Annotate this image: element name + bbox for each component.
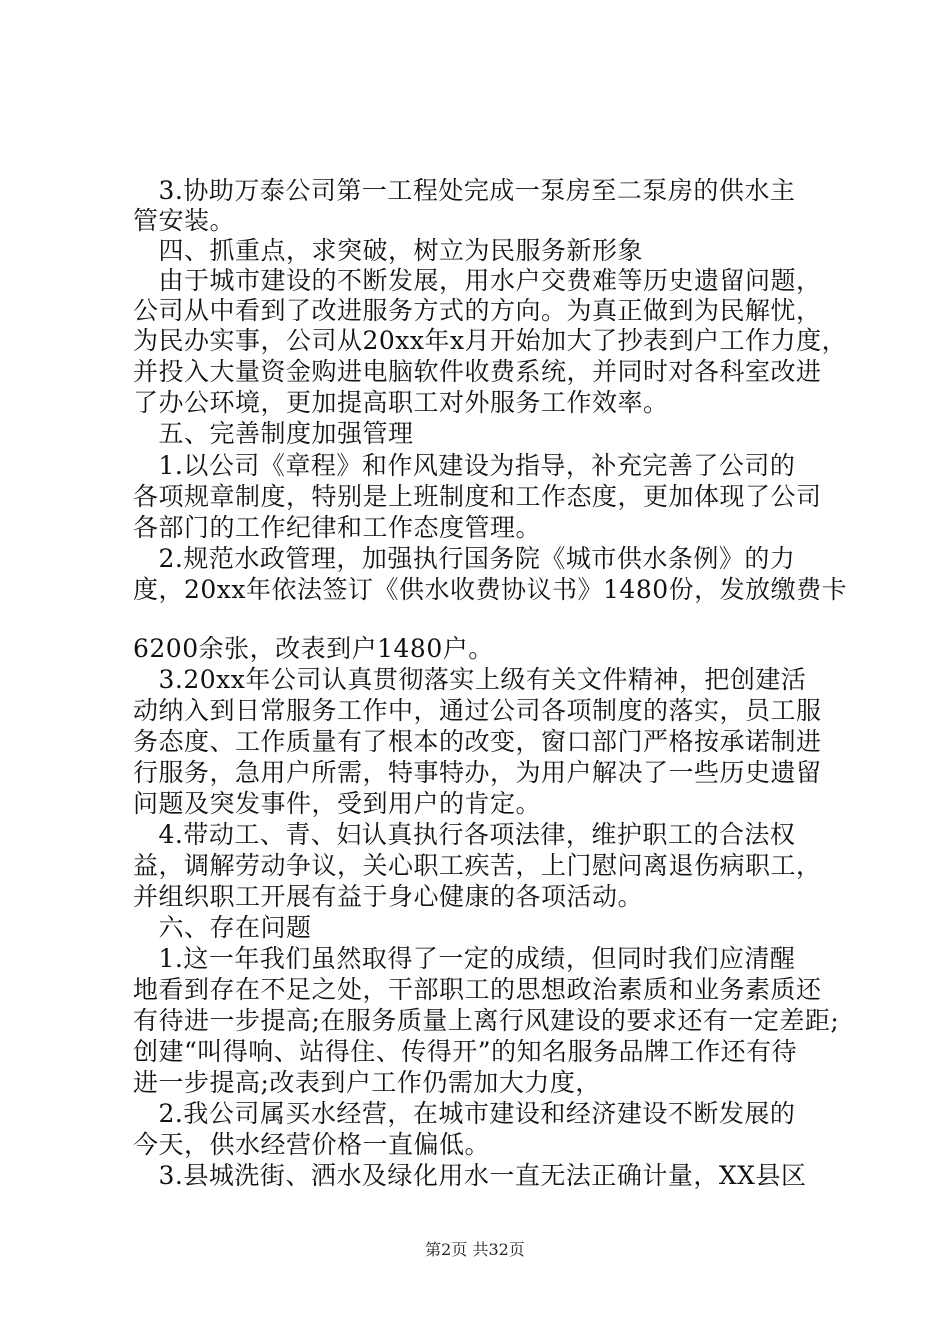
- text-line: 由于城市建设的不断发展，用水户交费难等历史遗留问题，: [133, 266, 822, 295]
- text-line: 3.协助万泰公司第一工程处完成一泵房至二泵房的供水主: [133, 176, 796, 205]
- text-line: 今天，供水经营价格一直偏低。: [133, 1130, 491, 1159]
- text-line: 6200余张，改表到户1480户。: [133, 634, 494, 663]
- text-line: 进一步提高;改表到户工作仍需加大力度，: [133, 1068, 601, 1097]
- text-line: 公司从中看到了改进服务方式的方向。为真正做到为民解忧，: [133, 296, 822, 325]
- text-line: 1.以公司《章程》和作风建设为指导，补充完善了公司的: [133, 451, 796, 480]
- text-line: 各项规章制度，特别是上班制度和工作态度，更加体现了公司: [133, 482, 822, 511]
- text-line: 动纳入到日常服务工作中，通过公司各项制度的落实，员工服: [133, 696, 822, 725]
- text-line: 1.这一年我们虽然取得了一定的成绩，但同时我们应清醒: [133, 944, 796, 973]
- section-heading: 四、抓重点，求突破，树立为民服务新形象: [133, 236, 644, 265]
- text-line: 了办公环境，更加提高职工对外服务工作效率。: [133, 388, 669, 417]
- text-line: 4.带动工、青、妇认真执行各项法律，维护职工的合法权: [133, 820, 796, 849]
- page-number-footer: 第2页 共32页: [425, 1240, 525, 1259]
- text-line: 地看到存在不足之处，干部职工的思想政治素质和业务素质还: [133, 975, 822, 1004]
- text-line: 2.规范水政管理，加强执行国务院《城市供水条例》的力: [133, 544, 796, 573]
- text-line: 务态度、工作质量有了根本的改变，窗口部门严格按承诺制进: [133, 727, 822, 756]
- text-line: 益，调解劳动争议，关心职工疾苦，上门慰问离退伤病职工，: [133, 851, 822, 880]
- text-line: 有待进一步提高;在服务质量上离行风建设的要求还有一定差距;: [133, 1006, 840, 1035]
- section-heading: 六、存在问题: [133, 913, 312, 942]
- text-line: 为民办实事，公司从20xx年x月开始加大了抄表到户工作力度，: [133, 326, 848, 355]
- text-line: 2.我公司属买水经营，在城市建设和经济建设不断发展的: [133, 1099, 796, 1128]
- text-line: 度，20xx年依法签订《供水收费协议书》1480份，发放缴费卡: [133, 575, 848, 604]
- text-line: 并投入大量资金购进电脑软件收费系统，并同时对各科室改进: [133, 357, 822, 386]
- text-line: 行服务，急用户所需，特事特办，为用户解决了一些历史遗留: [133, 758, 822, 787]
- text-line: 创建“叫得响、站得住、传得开”的知名服务品牌工作还有待: [133, 1037, 798, 1066]
- text-line: 3.20xx年公司认真贯彻落实上级有关文件精神，把创建活: [133, 665, 807, 694]
- text-line: 3.县城洗街、洒水及绿化用水一直无法正确计量，XX县区: [133, 1161, 807, 1190]
- text-line: 管安装。: [133, 206, 236, 235]
- text-line: 各部门的工作纪律和工作态度管理。: [133, 513, 542, 542]
- text-line: 问题及突发事件，受到用户的肯定。: [133, 789, 542, 818]
- text-line: 并组织职工开展有益于身心健康的各项活动。: [133, 882, 644, 911]
- section-heading: 五、完善制度加强管理: [133, 419, 414, 448]
